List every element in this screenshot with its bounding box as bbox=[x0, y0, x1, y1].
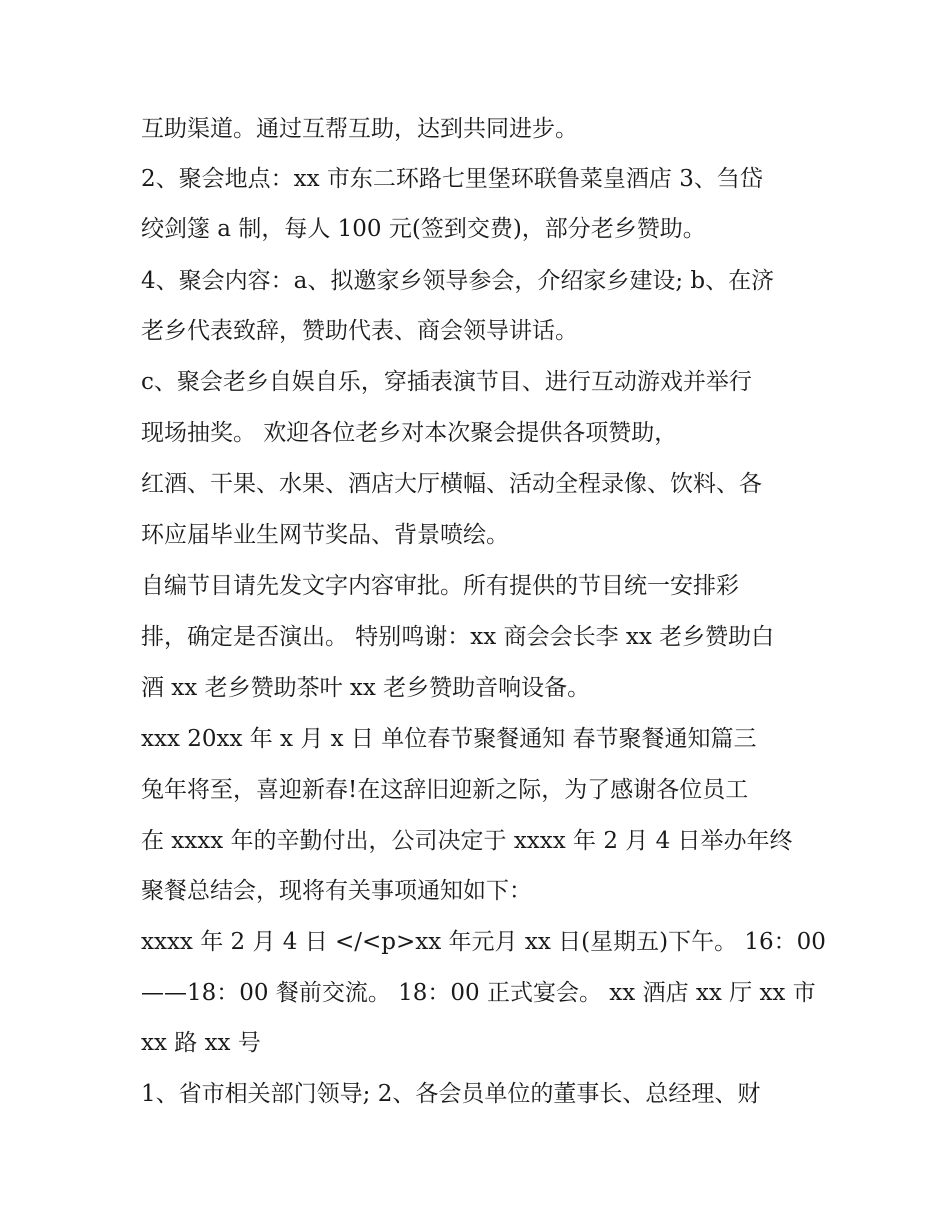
text-line-17: xxxx 年 2 月 4 日 </<p>xx 年元月 xx 日(星期五)下午。 16：00 bbox=[141, 929, 826, 955]
text-line-19: xx 路 xx 号 bbox=[141, 1030, 261, 1056]
text-line-3: 绞剑篴 a 制，每人 100 元(签到交费)，部分老乡赞助。 bbox=[141, 216, 706, 242]
text-line-16: 聚餐总结会，现将有关事项通知如下： bbox=[141, 878, 532, 904]
text-line-8: 红酒、干果、水果、酒店大厅横幅、活动全程录像、饮料、各 bbox=[141, 471, 762, 497]
text-line-10: 自编节目请先发文字内容审批。所有提供的节目统一安排彩 bbox=[141, 573, 739, 599]
text-line-11: 排，确定是否演出。 特别鸣谢：xx 商会会长李 xx 老乡赞助白 bbox=[141, 624, 775, 650]
text-line-6: c、聚会老乡自娱自乐，穿插表演节目、进行互动游戏并举行 bbox=[141, 369, 752, 395]
text-line-15: 在 xxxx 年的辛勤付出，公司决定于 xxxx 年 2 月 4 日举办年终 bbox=[141, 828, 793, 854]
text-line-9: 环应届毕业生网节奖品、背景喷绘。 bbox=[141, 522, 509, 548]
text-line-2: 2、聚会地点：xx 市东二环路七里堡环联鲁菜皇酒店 3、刍岱 bbox=[141, 166, 763, 192]
text-line-20: 1、省市相关部门领导; 2、各会员单位的董事长、总经理、财 bbox=[141, 1081, 761, 1107]
text-line-1: 互助渠道。通过互帮互助，达到共同进步。 bbox=[141, 116, 578, 142]
text-line-12: 酒 xx 老乡赞助茶叶 xx 老乡赞助音响设备。 bbox=[141, 675, 591, 701]
text-line-18: ——18：00 餐前交流。 18：00 正式宴会。 xx 酒店 xx 厅 xx 市 bbox=[141, 980, 816, 1006]
text-line-4: 4、聚会内容：a、拟邀家乡领导参会，介绍家乡建设; b、在济 bbox=[141, 268, 775, 294]
text-line-13: xxx 20xx 年 x 月 x 日 单位春节聚餐通知 春节聚餐通知篇三 bbox=[141, 726, 757, 752]
text-line-5: 老乡代表致辞，赞助代表、商会领导讲话。 bbox=[141, 318, 578, 344]
text-line-14: 兔年将至，喜迎新春!在这辞旧迎新之际，为了感谢各位员工 bbox=[141, 777, 749, 803]
text-line-7: 现场抽奖。 欢迎各位老乡对本次聚会提供各项赞助， bbox=[141, 420, 678, 446]
